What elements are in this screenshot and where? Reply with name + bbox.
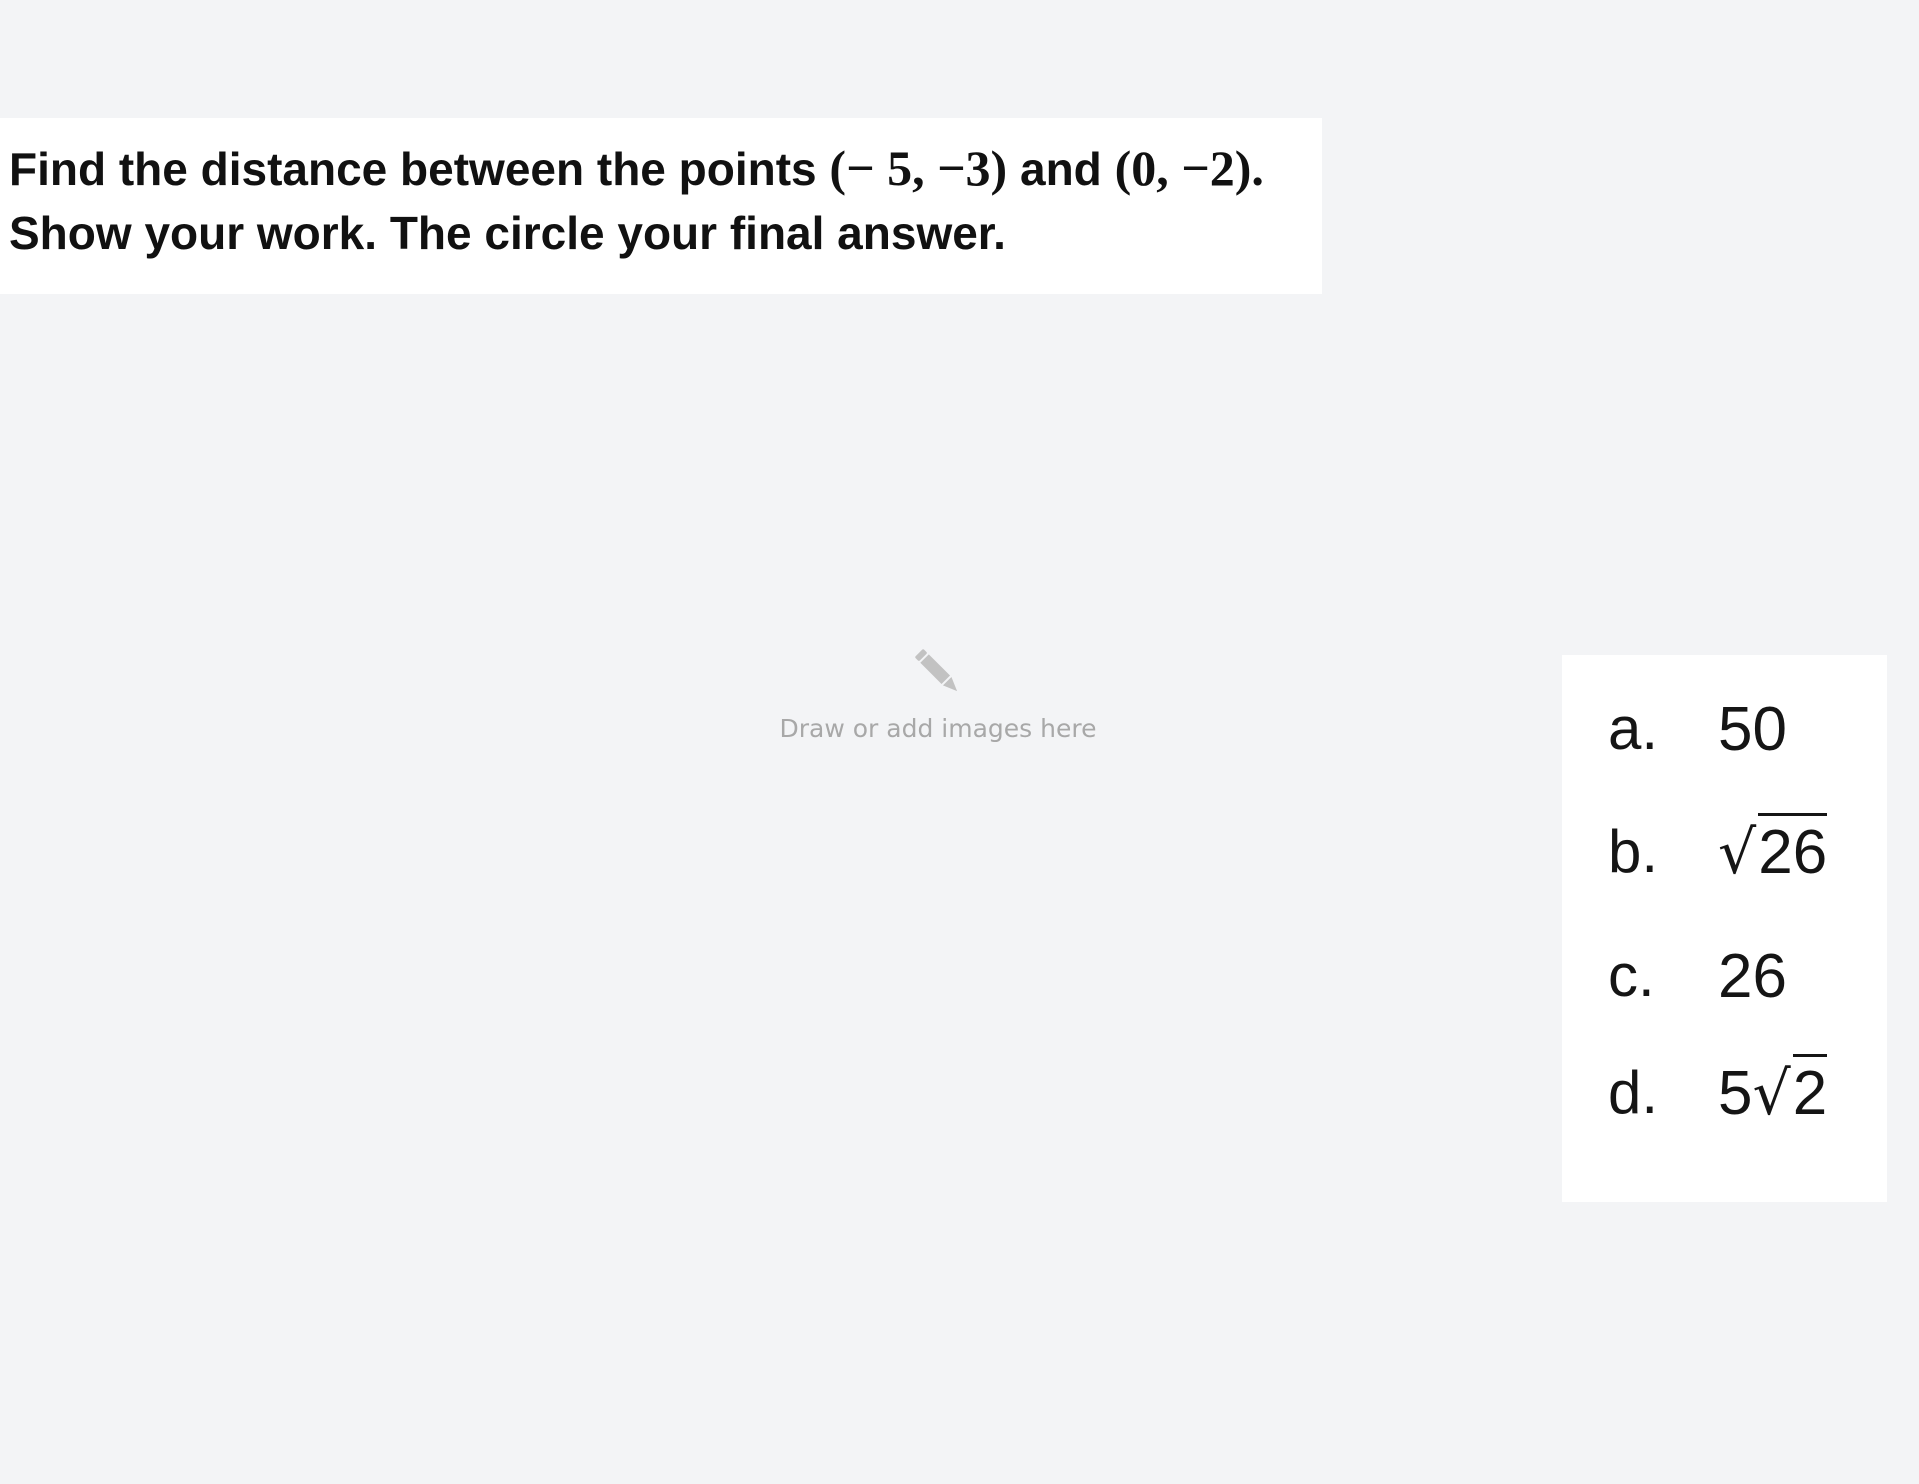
choice-value <box>1718 1058 1827 1129</box>
drawing-placeholder[interactable] <box>738 640 1138 743</box>
radical-sign: √ <box>1718 818 1757 888</box>
question-line-2: Show your work. The circle your final answer. <box>9 207 1006 259</box>
radical-sign: √ <box>1752 1059 1791 1129</box>
radicand: 2 <box>1793 1054 1827 1128</box>
choice-value: 50 <box>1718 695 1787 764</box>
placeholder-text: Draw or add images here <box>779 714 1097 743</box>
point-2: (0, −2). <box>1114 140 1264 196</box>
choice-value <box>1718 817 1827 888</box>
question-line-1 <box>9 136 1322 201</box>
choice-a <box>1608 695 1868 775</box>
question-card <box>0 118 1322 294</box>
choice-letter: d. <box>1608 1059 1659 1126</box>
choice-b <box>1608 818 1868 898</box>
answer-choices-card <box>1562 655 1887 1202</box>
point-1: (− 5, −3) <box>829 140 1008 196</box>
choice-letter: b. <box>1608 818 1659 885</box>
and-text: and <box>1020 143 1102 195</box>
pencil-icon <box>906 640 970 704</box>
drawing-canvas[interactable] <box>0 294 1560 1484</box>
choice-c <box>1608 942 1868 1022</box>
choice-d <box>1608 1059 1868 1139</box>
radicand: 26 <box>1758 813 1827 887</box>
question-text: Find the distance between the points <box>9 143 817 195</box>
choice-value: 26 <box>1718 942 1787 1011</box>
choice-letter: a. <box>1608 695 1659 762</box>
choice-letter: c. <box>1608 942 1655 1009</box>
coefficient: 5 <box>1718 1059 1753 1128</box>
